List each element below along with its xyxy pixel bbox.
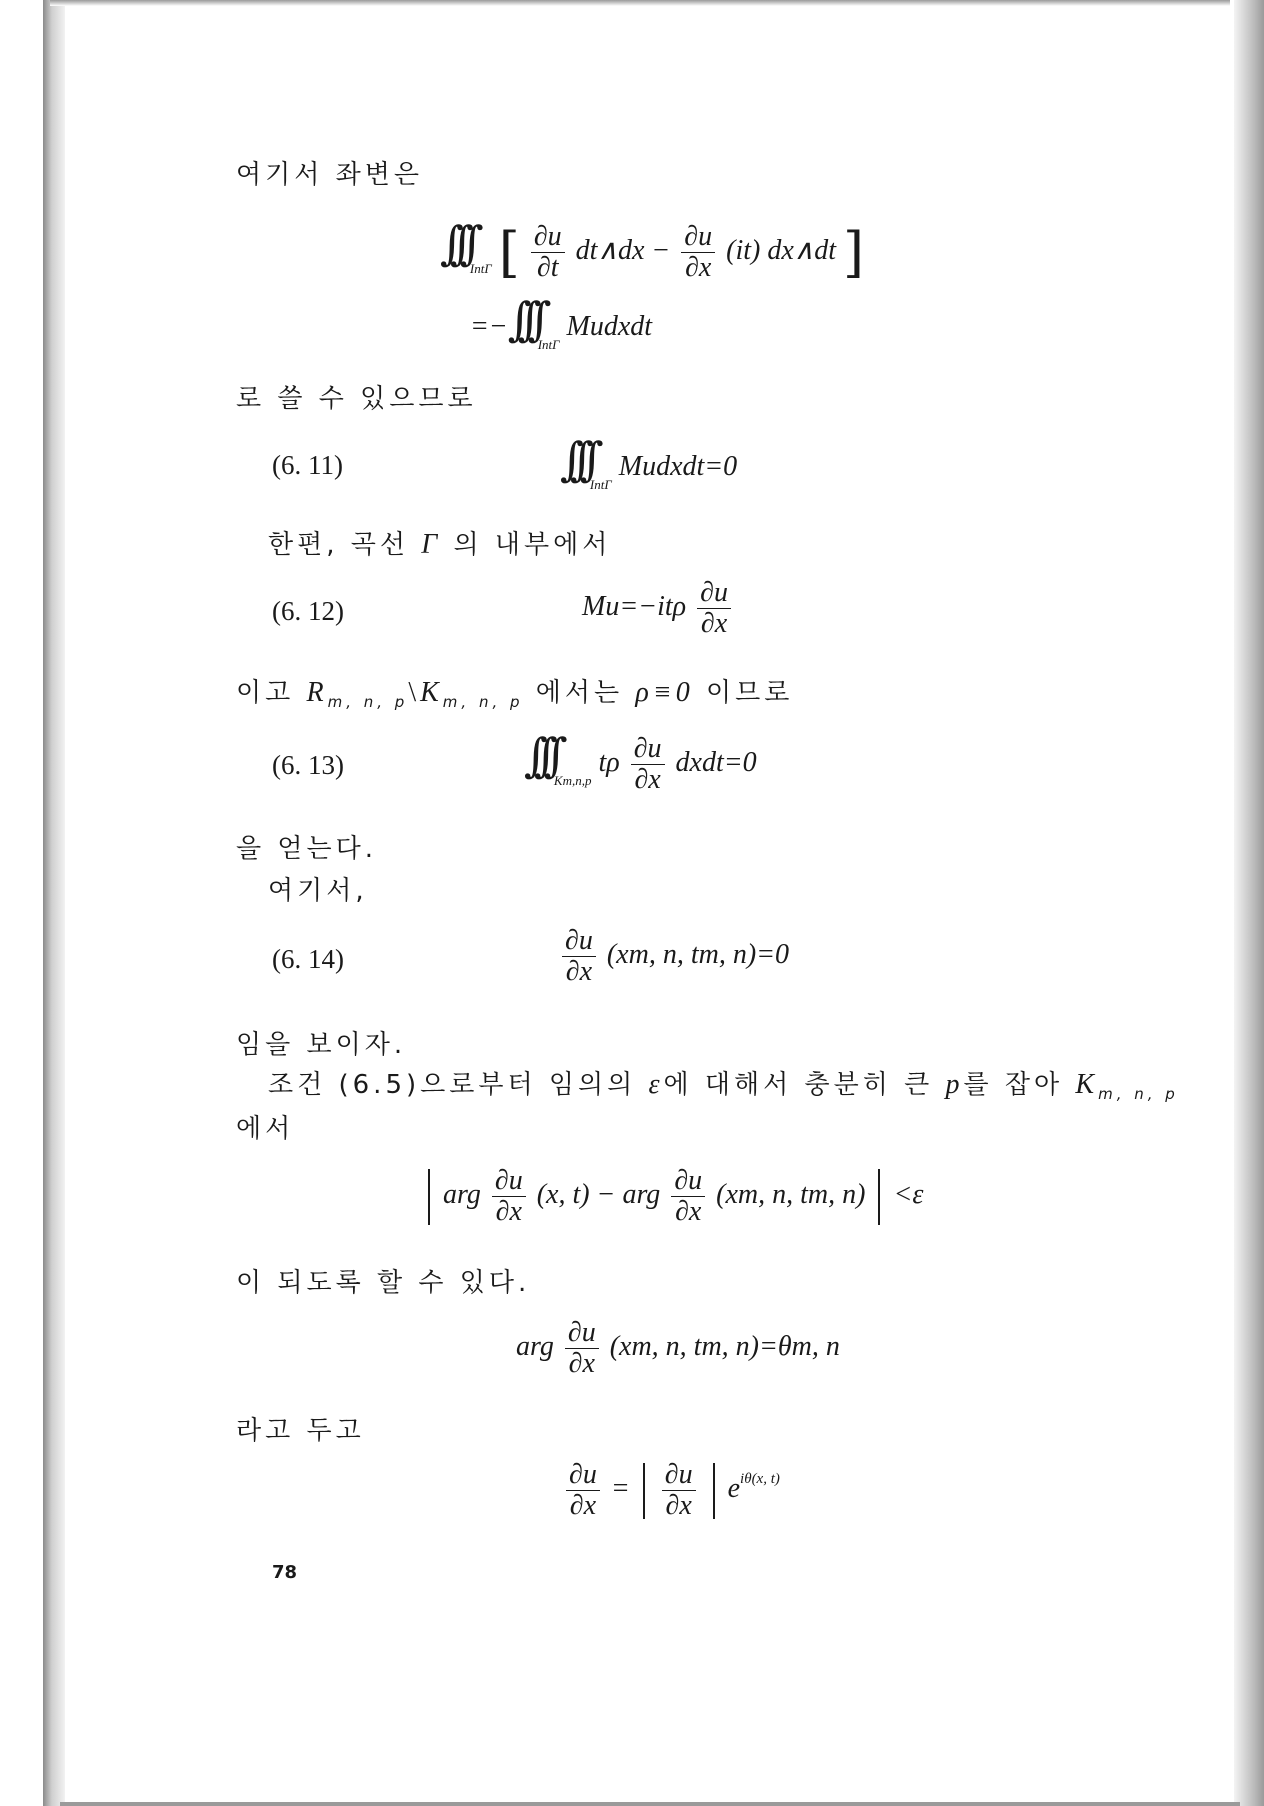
- text-here: 여기서,: [268, 876, 368, 906]
- fraction-du-dt: $\frac{\partial u}{\partial t}$: [531, 222, 565, 283]
- equation-polar-form: $\frac{\partial u}{\partial x}$ = $\frac{\partial u}{\partial x}$ $e^{i\theta(x, t)}$: [562, 1460, 780, 1521]
- equation-number-6-13: (6. 13): [272, 750, 344, 780]
- text-in: 에서: [236, 1114, 295, 1144]
- page-top-edge: [50, 0, 1230, 6]
- page-right-edge: [1234, 0, 1264, 1806]
- text-condition-line: 조건 (6.5)으로부터 임의의 ε에 대해서 충분히 큰 p를 잡아 $K_{m, n, p}$: [268, 1069, 1179, 1103]
- text-meanwhile-line: 한편, 곡선 Γ 의 내부에서: [268, 529, 612, 560]
- equation-6-14: $\frac{\partial u}{\partial x}$ (xm, n, tm, n)=0: [558, 926, 789, 987]
- equation-left-side: $\int\int\int_{Int\Gamma}$ [ $\frac{\partial u}{\partial t}$ dt∧dx − $\frac{\partial u}{\partial x}$ (it) dx∧dt ]: [440, 216, 865, 285]
- equation-theta: arg $\frac{\partial u}{\partial x}$ (xm, n, tm, n)=θm, n: [516, 1317, 840, 1379]
- text-obtain: 을 얻는다.: [236, 834, 377, 864]
- page-left-edge: [43, 0, 65, 1806]
- text-so-written: 로 쓸 수 있으므로: [236, 384, 477, 414]
- equation-number-6-14: (6. 14): [272, 944, 344, 974]
- equation-number-6-11: (6. 11): [272, 450, 343, 480]
- page-bottom-edge: [60, 1802, 1240, 1806]
- text-can-be: 이 되도록 할 수 있다.: [236, 1268, 531, 1298]
- text-left-side: 여기서 좌변은: [236, 160, 423, 190]
- page-number: 78: [272, 1562, 298, 1583]
- equation-arg-inequality: arg $\frac{\partial u}{\partial x}$ (x, t) − arg $\frac{\partial u}{\partial x}$ (xm, n, tm, n) <ε: [422, 1166, 923, 1227]
- equation-6-13: $\int\int\int_{Km,n,p}$ tρ $\frac{\partial u}{\partial x}$ dxdt=0: [524, 728, 757, 796]
- equation-6-12: Mu=−itρ $\frac{\partial u}{\partial x}$: [582, 578, 735, 639]
- text-and-line: 이고 $R_{m, n, p}\backslash K_{m, n, p}$ 에서는 ρ≡0 이므로: [236, 677, 794, 711]
- text-show: 임을 보이자.: [236, 1030, 407, 1060]
- text-put: 라고 두고: [236, 1416, 365, 1446]
- fraction-du-dx: $\frac{\partial u}{\partial x}$: [681, 222, 715, 283]
- equation-6-11: $\int\int\int_{Int\Gamma}$ Mudxdt=0: [560, 432, 738, 492]
- equation-number-6-12: (6. 12): [272, 596, 344, 626]
- equation-left-side-equals: $=-\int\int\int_{Int\Gamma}$ Mudxdt: [470, 292, 653, 352]
